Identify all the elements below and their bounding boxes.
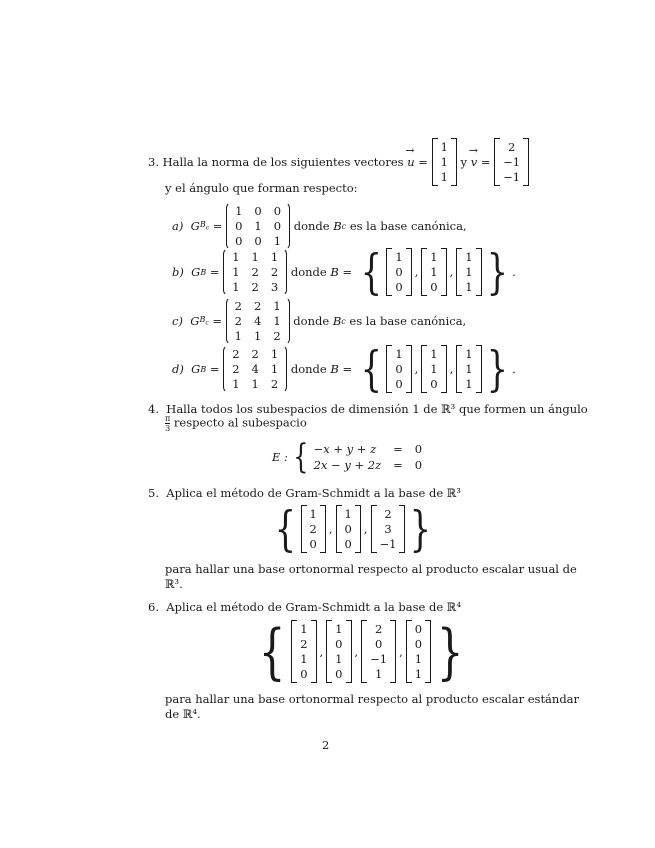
gram-symbol: G [190,219,200,233]
vector-entry: 1 [440,155,448,169]
vector-entry: 0 [344,537,352,551]
basis-subscript: c [341,221,347,231]
vector-entry: 1 [335,652,343,666]
and-word: y [460,155,468,169]
left-brace: { [274,501,296,557]
basis-vector [361,620,396,683]
vector-entry: 1 [309,507,317,521]
vector-entry: 1 [414,652,423,666]
equals-sign: = [212,219,223,233]
basis-set [356,341,512,397]
basis-vector [371,505,406,553]
basis-vector [336,505,361,553]
vector-grid [430,347,437,391]
vector-grid [335,622,342,681]
exercise-5-line2: para hallar una base ortonormal respecto al producto escalar usual de [165,562,577,576]
matrix-entry: 0 [235,219,243,233]
subspace-label: E : [272,450,288,464]
right-brace: } [410,501,432,557]
vector-grid [465,347,472,391]
exercise-3-line2: y el ángulo que forman respecto: [165,181,358,195]
vector-grid [310,507,317,551]
eq1-rhs: 0 [414,441,423,456]
vector-entry: 0 [395,265,403,279]
gram-subscript: $B_c$ [199,315,209,327]
exercise-6-basis [253,616,469,687]
vector-entry: 1 [374,667,383,681]
vector-entry: 1 [335,622,343,636]
matrix-entry: 1 [232,280,240,294]
basis-set [270,501,436,557]
exercise-number: 3. [148,155,159,169]
item-label: c) [172,314,183,328]
exercise-5-line1 [148,486,461,500]
gram-symbol: G [190,314,200,328]
gram-matrix [223,248,287,296]
subspace-system [272,437,423,477]
right-brace: } [436,616,464,687]
basis-vector [301,505,326,553]
basis-vector [291,620,316,683]
comma: , [449,362,454,376]
vector-entry: 0 [309,537,317,551]
vector-entry: 0 [430,280,438,294]
vector-grid [430,250,437,294]
equals-sign: = [342,265,353,279]
basis-vector [421,248,446,296]
vector-entry: 1 [300,622,308,636]
vector-entry: 1 [430,362,438,376]
matrix-entry: 1 [270,362,279,376]
left-brace: { [293,437,309,477]
basis-symbol: B [330,265,339,279]
matrix-entry: 1 [253,329,262,343]
eq1-lhs: −x + y + z [313,441,377,456]
matrix-entry: 2 [234,314,242,328]
basis-subscript: c [341,316,346,326]
exercise-6-line1 [148,600,461,614]
matrix-entry: 1 [270,250,279,264]
item-c [172,297,466,345]
matrix-entry: 2 [251,347,259,361]
item-label: a) [172,219,184,233]
basis-symbol: B [330,362,339,376]
vector-entry: 0 [395,280,403,294]
item-text: es la base canónica, [349,219,467,233]
basis-set [356,244,512,300]
donde-word: donde [290,362,327,376]
matrix-entry: 1 [273,314,281,328]
comma: , [414,265,419,279]
vector-v-symbol: → v [471,155,478,169]
eq1-sign: = [393,441,403,456]
matrix-entry: 1 [251,250,259,264]
vector-entry: −1 [503,170,521,184]
left-brace: { [360,244,382,300]
vector-entry: 1 [465,250,473,264]
vector-entry: 2 [384,507,392,521]
right-brace: } [486,244,508,300]
exercise-text: Halla todos los subespacios de dimensión 1 de ℝ³ que formen un ángulo [166,402,588,416]
matrix-entry: 1 [254,219,262,233]
vector-entry: −1 [503,155,521,169]
matrix-entry: 0 [235,234,243,248]
vector-entry: 1 [395,347,403,361]
vector-grid [415,622,422,681]
matrix-entry: 0 [254,234,262,248]
vector-entry: 1 [300,652,308,666]
comma: , [328,522,333,536]
matrix-entry: 1 [235,204,243,218]
matrix-entry: 2 [251,280,259,294]
matrix-entry: 2 [232,347,240,361]
basis-vector [421,345,446,393]
matrix-entry: 1 [234,329,242,343]
matrix-entry: 2 [253,299,262,313]
vector-entry: 0 [344,522,352,536]
gram-subsubscript: c [205,319,209,327]
exercise-text: Halla la norma de los siguientes vectores [162,155,404,169]
exercise-text: Aplica el método de Gram-Schmidt a la base de ℝ⁴ [166,600,461,614]
donde-word: donde [293,314,330,328]
vector-entry: 0 [300,667,308,681]
matrix-entry: 2 [232,362,240,376]
equals-sign: = [209,265,220,279]
vector-entry: 3 [384,522,392,536]
vector-entry: 1 [344,507,352,521]
item-text: es la base canónica, [349,314,467,328]
basis-vector [386,248,411,296]
basis-symbol: B [333,219,342,233]
donde-word: donde [293,219,330,233]
vector-grid [370,622,387,681]
exercise-number: 4. [148,402,159,416]
item-row [172,341,516,397]
exercise-4-line2 [165,414,307,433]
vector-entry: −1 [370,652,388,666]
equals-sign: = [418,155,428,169]
vector-entry: 0 [430,377,438,391]
gram-symbol: G [191,362,201,376]
exercise-6-line2: para hallar una base ortonormal respecto al producto escalar estándar [165,692,580,706]
item-a [172,202,467,250]
left-brace: { [360,341,382,397]
comma: , [414,362,419,376]
eq2-sign: = [393,457,403,472]
vector-entry: 2 [300,637,308,651]
vector-u-symbol: → u [407,155,414,169]
vector-entry: 0 [374,637,383,651]
vector-entry: 1 [465,265,473,279]
item-row [172,202,467,250]
period: . [512,265,516,279]
exercise-text: respecto al subespacio [173,415,307,430]
vector-entry: 1 [414,667,423,681]
basis-vector [386,345,411,393]
vector-entry: 2 [374,622,383,636]
matrix-entry: 1 [273,299,281,313]
matrix-entry: 1 [232,265,240,279]
exercise-5-basis [270,501,436,557]
vector-entry: 1 [465,280,473,294]
vector-grid [465,250,472,294]
matrix-entry: 3 [270,280,279,294]
vector-entry: 1 [465,362,473,376]
item-label: b) [172,265,184,279]
matrix-entry: 4 [251,362,259,376]
matrix-entry: 2 [270,265,279,279]
vector-entry: 0 [414,622,423,636]
left-brace: { [258,616,286,687]
item-b [172,244,516,300]
vector-entry: 1 [430,265,438,279]
vector-u [432,138,457,186]
equals-sign: = [209,362,220,376]
item-label: d) [172,362,184,376]
item-row [172,297,466,345]
exercise-number: 5. [148,486,159,500]
basis-vector [326,620,351,683]
gram-matrix [226,202,290,250]
exercise-5-line3: ℝ³. [165,577,183,591]
donde-word: donde [290,265,327,279]
vector-entry: 1 [395,250,403,264]
item-d [172,341,516,397]
basis-set [253,616,469,687]
vector-entry: 1 [440,140,448,154]
equals-sign: = [212,314,222,328]
basis-vector [456,248,481,296]
exercise-6-line3: de ℝ⁴. [165,707,201,721]
eq2-lhs: 2x − y + 2z [313,457,382,472]
vector-v [494,138,529,186]
right-brace: } [486,341,508,397]
eq2-rhs: 0 [414,457,423,472]
vector-entry: 2 [309,522,317,536]
vector-grid [345,507,352,551]
vector-entry: 0 [395,377,403,391]
vector-entry: 0 [414,637,423,651]
matrix-entry: 1 [232,377,240,391]
gram-matrix [223,345,287,393]
matrix-entry: 0 [254,204,262,218]
matrix-entry: 2 [270,377,279,391]
gram-subscript: B [200,267,207,277]
matrix-grid [235,299,281,343]
gram-symbol: G [191,265,201,279]
gram-matrix [226,297,290,345]
vector-entry: 1 [430,250,438,264]
vector-entry: 2 [507,140,516,154]
equals-sign: = [342,362,353,376]
exercise-number: 6. [148,600,159,614]
vector-entry: 0 [335,667,343,681]
matrix-entry: 4 [253,314,262,328]
vector-entry: 1 [465,347,473,361]
matrix-entry: 1 [273,234,282,248]
gram-subscript: $B_c$ [199,220,210,232]
vector-entry: 0 [395,362,403,376]
comma: , [354,644,359,659]
matrix-entry: 2 [251,265,259,279]
page-number: 2 [322,738,330,752]
vector-entry: 1 [440,170,448,184]
comma: , [399,644,403,659]
vector-entry: 1 [430,347,438,361]
matrix-grid [232,250,278,294]
matrix-grid [232,347,278,391]
gram-subsubscript: c [205,224,210,232]
period: . [512,362,516,376]
matrix-entry: 1 [270,347,279,361]
matrix-entry: 1 [251,377,259,391]
basis-vector [406,620,431,683]
item-row [172,244,516,300]
vector-entry: −1 [379,537,397,551]
fraction-denominator: 3 [165,424,171,433]
matrix-entry: 0 [273,219,282,233]
basis-symbol: B [332,314,342,328]
fraction-numerator: π [165,414,171,423]
vector-grid [380,507,397,551]
matrix-entry: 2 [234,299,242,313]
vector-entry: 1 [465,377,473,391]
vector-entry: 0 [335,637,343,651]
comma: , [319,644,324,659]
vector-grid [395,250,402,294]
matrix-entry: 0 [273,204,282,218]
equals-sign: = [480,155,491,169]
basis-vector [456,345,481,393]
exercise-text: Aplica el método de Gram-Schmidt a la base de ℝ³ [166,486,461,500]
comma: , [449,265,454,279]
matrix-entry: 1 [232,250,240,264]
comma: , [363,522,368,536]
vector-grid [300,622,307,681]
matrix-entry: 2 [273,329,281,343]
matrix-grid [235,204,281,248]
exercise-3-header [148,138,529,186]
equation-system [314,442,423,473]
gram-subscript: B [200,364,207,374]
vector-grid [395,347,402,391]
